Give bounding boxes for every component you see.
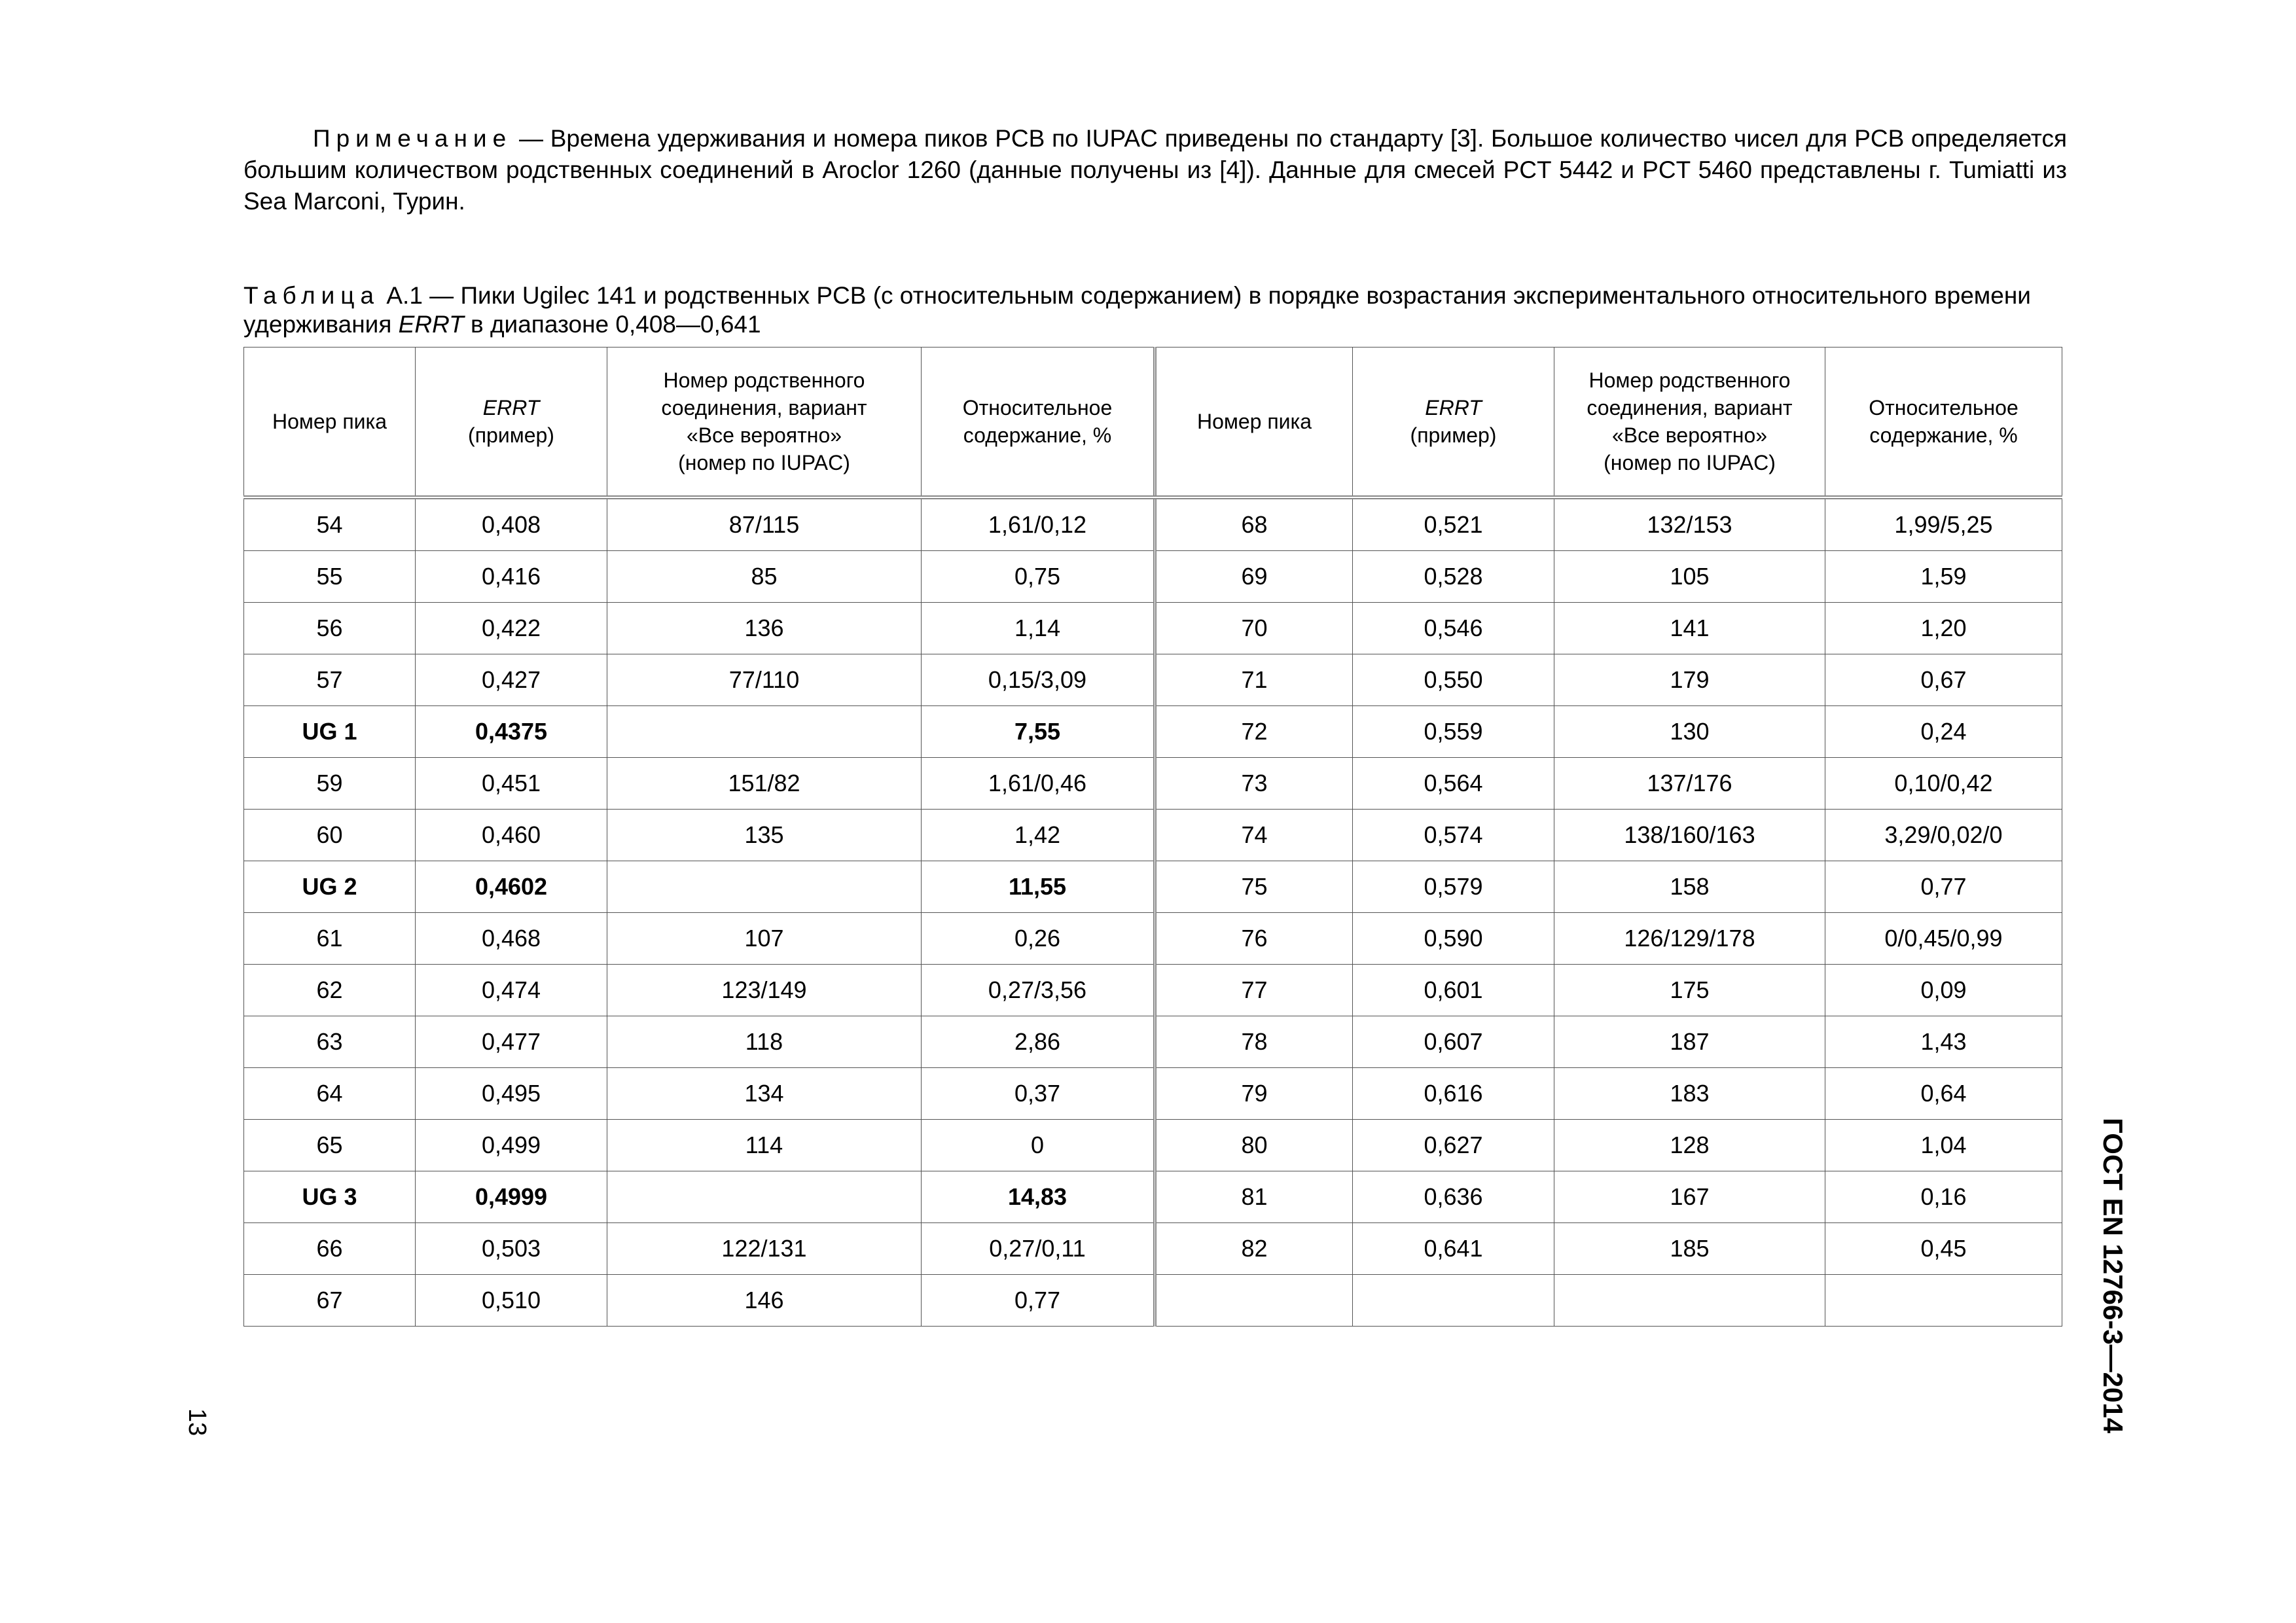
- header-compound-line: соединения, вариант: [661, 396, 867, 419]
- right-compound-cell: [1554, 1275, 1825, 1327]
- right-content-cell: 0,77: [1825, 861, 2062, 913]
- table-row: [244, 965, 2062, 1016]
- right-compound-cell: 185: [1554, 1223, 1825, 1275]
- left-compound-cell: 118: [607, 1016, 922, 1068]
- left-compound-cell: 114: [607, 1120, 922, 1171]
- header-errt-left: [416, 348, 607, 498]
- right-content-cell: 1,59: [1825, 551, 2062, 603]
- header-compound-line: «Все вероятно»: [1611, 423, 1768, 447]
- left-compound-cell: 123/149: [607, 965, 922, 1016]
- table-row: [244, 551, 2062, 603]
- right-peak-cell: 76: [1155, 913, 1353, 965]
- table-row: [244, 810, 2062, 861]
- header-compound-line: соединения, вариант: [1587, 396, 1793, 419]
- right-peak-cell: 68: [1155, 497, 1353, 551]
- left-errt-cell: 0,460: [416, 810, 607, 861]
- header-errt-sub: (пример): [468, 423, 554, 447]
- right-peak-cell: 79: [1155, 1068, 1353, 1120]
- right-errt-cell: 0,627: [1353, 1120, 1554, 1171]
- right-errt-cell: [1353, 1275, 1554, 1327]
- left-errt-cell: 0,477: [416, 1016, 607, 1068]
- left-errt-cell: 0,468: [416, 913, 607, 965]
- left-content-cell: 1,14: [922, 603, 1155, 654]
- right-compound-cell: 167: [1554, 1171, 1825, 1223]
- note-label: Примечание: [313, 125, 512, 152]
- right-errt-cell: 0,546: [1353, 603, 1554, 654]
- right-content-cell: 3,29/0,02/0: [1825, 810, 2062, 861]
- right-errt-cell: 0,607: [1353, 1016, 1554, 1068]
- left-content-cell: 0,26: [922, 913, 1155, 965]
- right-peak-cell: 70: [1155, 603, 1353, 654]
- left-content-cell: 0,27/0,11: [922, 1223, 1155, 1275]
- left-compound-cell: 122/131: [607, 1223, 922, 1275]
- left-errt-cell: 0,408: [416, 497, 607, 551]
- left-content-cell: 0,77: [922, 1275, 1155, 1327]
- left-content-cell: 0,15/3,09: [922, 654, 1155, 706]
- table-row: [244, 603, 2062, 654]
- right-content-cell: 0,10/0,42: [1825, 758, 2062, 810]
- left-compound-cell: 136: [607, 603, 922, 654]
- right-errt-cell: 0,550: [1353, 654, 1554, 706]
- right-peak-cell: 80: [1155, 1120, 1353, 1171]
- left-peak-cell: 63: [244, 1016, 416, 1068]
- left-errt-cell: 0,416: [416, 551, 607, 603]
- right-compound-cell: 130: [1554, 706, 1825, 758]
- left-content-cell: 0: [922, 1120, 1155, 1171]
- right-peak-cell: 78: [1155, 1016, 1353, 1068]
- table-header-row: [244, 348, 2062, 498]
- left-compound-cell: [607, 1171, 922, 1223]
- left-content-cell: 0,37: [922, 1068, 1155, 1120]
- left-peak-cell: 67: [244, 1275, 416, 1327]
- caption-text-before: А.1 — Пики Ugilec 141 и родственных PCB (с относительным содержанием) в порядке возрастания экспериментального относительного времени удерживания: [243, 282, 2031, 338]
- right-peak-cell: 75: [1155, 861, 1353, 913]
- right-compound-cell: 132/153: [1554, 497, 1825, 551]
- caption-text-after: в диапазоне 0,408—0,641: [463, 311, 761, 338]
- left-errt-cell: 0,4999: [416, 1171, 607, 1223]
- right-errt-cell: 0,574: [1353, 810, 1554, 861]
- caption-label: Таблица: [243, 282, 380, 309]
- table-row: [244, 758, 2062, 810]
- left-compound-cell: 134: [607, 1068, 922, 1120]
- header-compound-line: Номер родственного: [1588, 368, 1791, 392]
- right-peak-cell: 72: [1155, 706, 1353, 758]
- header-errt-right: [1353, 348, 1554, 498]
- left-compound-cell: 87/115: [607, 497, 922, 551]
- right-peak-cell: 74: [1155, 810, 1353, 861]
- table-row: [244, 913, 2062, 965]
- table-row: [244, 1171, 2062, 1223]
- left-compound-cell: 85: [607, 551, 922, 603]
- header-content-line: Относительное: [1869, 396, 2018, 419]
- left-content-cell: 1,42: [922, 810, 1155, 861]
- right-content-cell: 0,45: [1825, 1223, 2062, 1275]
- right-errt-cell: 0,590: [1353, 913, 1554, 965]
- left-content-cell: 14,83: [922, 1171, 1155, 1223]
- header-compound-line: (номер по IUPAC): [1604, 451, 1776, 474]
- right-errt-cell: 0,521: [1353, 497, 1554, 551]
- left-errt-cell: 0,495: [416, 1068, 607, 1120]
- table-row: [244, 654, 2062, 706]
- note-paragraph: [243, 123, 2067, 217]
- header-compound-left: [607, 348, 922, 498]
- left-content-cell: 7,55: [922, 706, 1155, 758]
- right-compound-cell: 138/160/163: [1554, 810, 1825, 861]
- left-peak-cell: UG 1: [244, 706, 416, 758]
- table-row: [244, 1068, 2062, 1120]
- right-compound-cell: 183: [1554, 1068, 1825, 1120]
- right-compound-cell: 137/176: [1554, 758, 1825, 810]
- left-peak-cell: 54: [244, 497, 416, 551]
- table-row: [244, 1016, 2062, 1068]
- table-row: [244, 706, 2062, 758]
- table-row: [244, 1120, 2062, 1171]
- left-content-cell: 1,61/0,46: [922, 758, 1155, 810]
- table-body: [244, 497, 2062, 1327]
- left-content-cell: 0,27/3,56: [922, 965, 1155, 1016]
- right-content-cell: 1,20: [1825, 603, 2062, 654]
- right-content-cell: [1825, 1275, 2062, 1327]
- peaks-table: [243, 347, 2062, 1327]
- table-row: [244, 1275, 2062, 1327]
- left-peak-cell: UG 3: [244, 1171, 416, 1223]
- header-content-line: содержание, %: [1869, 423, 2018, 447]
- left-compound-cell: [607, 706, 922, 758]
- left-compound-cell: 146: [607, 1275, 922, 1327]
- left-content-cell: 1,61/0,12: [922, 497, 1155, 551]
- left-peak-cell: UG 2: [244, 861, 416, 913]
- left-content-cell: 11,55: [922, 861, 1155, 913]
- left-content-cell: 0,75: [922, 551, 1155, 603]
- left-errt-cell: 0,422: [416, 603, 607, 654]
- right-peak-cell: 73: [1155, 758, 1353, 810]
- table-row: [244, 861, 2062, 913]
- left-errt-cell: 0,503: [416, 1223, 607, 1275]
- right-compound-cell: 128: [1554, 1120, 1825, 1171]
- right-errt-cell: 0,636: [1353, 1171, 1554, 1223]
- right-errt-cell: 0,528: [1353, 551, 1554, 603]
- left-peak-cell: 65: [244, 1120, 416, 1171]
- table-caption: [243, 281, 2067, 339]
- right-content-cell: 1,99/5,25: [1825, 497, 2062, 551]
- right-content-cell: 0,16: [1825, 1171, 2062, 1223]
- header-errt-sub: (пример): [1410, 423, 1497, 447]
- left-errt-cell: 0,4375: [416, 706, 607, 758]
- left-peak-cell: 61: [244, 913, 416, 965]
- right-errt-cell: 0,564: [1353, 758, 1554, 810]
- right-compound-cell: 141: [1554, 603, 1825, 654]
- header-compound-line: (номер по IUPAC): [678, 451, 850, 474]
- left-compound-cell: 107: [607, 913, 922, 965]
- right-errt-cell: 0,579: [1353, 861, 1554, 913]
- left-compound-cell: 151/82: [607, 758, 922, 810]
- left-peak-cell: 59: [244, 758, 416, 810]
- right-content-cell: 0,64: [1825, 1068, 2062, 1120]
- header-errt-label: ERRT: [1425, 396, 1482, 419]
- left-compound-cell: [607, 861, 922, 913]
- header-compound-line: Номер родственного: [663, 368, 865, 392]
- right-compound-cell: 187: [1554, 1016, 1825, 1068]
- left-peak-cell: 64: [244, 1068, 416, 1120]
- right-peak-cell: 77: [1155, 965, 1353, 1016]
- right-errt-cell: 0,601: [1353, 965, 1554, 1016]
- header-content-line: Относительное: [962, 396, 1113, 419]
- left-errt-cell: 0,451: [416, 758, 607, 810]
- right-content-cell: 1,43: [1825, 1016, 2062, 1068]
- right-peak-cell: 82: [1155, 1223, 1353, 1275]
- right-errt-cell: 0,641: [1353, 1223, 1554, 1275]
- right-errt-cell: 0,616: [1353, 1068, 1554, 1120]
- right-content-cell: 1,04: [1825, 1120, 2062, 1171]
- right-content-cell: 0,24: [1825, 706, 2062, 758]
- header-content-right: [1825, 348, 2062, 498]
- left-content-cell: 2,86: [922, 1016, 1155, 1068]
- header-errt-label: ERRT: [482, 396, 540, 419]
- page-number: 13: [183, 1408, 211, 1436]
- right-content-cell: 0,67: [1825, 654, 2062, 706]
- right-compound-cell: 175: [1554, 965, 1825, 1016]
- left-compound-cell: 135: [607, 810, 922, 861]
- left-errt-cell: 0,474: [416, 965, 607, 1016]
- right-peak-cell: 71: [1155, 654, 1353, 706]
- right-compound-cell: 105: [1554, 551, 1825, 603]
- header-content-left: [922, 348, 1155, 498]
- header-peak-right: Номер пика: [1155, 348, 1353, 498]
- left-peak-cell: 60: [244, 810, 416, 861]
- left-peak-cell: 66: [244, 1223, 416, 1275]
- header-compound-line: «Все вероятно»: [686, 423, 842, 447]
- left-errt-cell: 0,510: [416, 1275, 607, 1327]
- right-content-cell: 0/0,45/0,99: [1825, 913, 2062, 965]
- left-errt-cell: 0,427: [416, 654, 607, 706]
- header-compound-right: [1554, 348, 1825, 498]
- table-row: [244, 1223, 2062, 1275]
- right-peak-cell: 69: [1155, 551, 1353, 603]
- document-side-title: ГОСТ EN 12766-3—2014: [2098, 1118, 2128, 1434]
- right-peak-cell: 81: [1155, 1171, 1353, 1223]
- right-peak-cell: [1155, 1275, 1353, 1327]
- table-row: [244, 497, 2062, 551]
- left-peak-cell: 57: [244, 654, 416, 706]
- right-compound-cell: 126/129/178: [1554, 913, 1825, 965]
- right-errt-cell: 0,559: [1353, 706, 1554, 758]
- right-compound-cell: 158: [1554, 861, 1825, 913]
- caption-italic: ERRT: [398, 311, 464, 338]
- note-text: — Времена удерживания и номера пиков PCB по IUPAC приведены по стандарту [3]. Большое количество чисел для PCB определяется большим количеством родственных соединений в Aroclor 1260 (данные получены из [4]). Данные для смесей PCT 5442 и PCT 5460 представлены г. Tumiatti из Sea Marconi, Турин.: [243, 125, 2067, 215]
- header-peak-left: Номер пика: [244, 348, 416, 498]
- right-content-cell: 0,09: [1825, 965, 2062, 1016]
- header-content-line: содержание, %: [963, 423, 1112, 447]
- left-errt-cell: 0,499: [416, 1120, 607, 1171]
- left-peak-cell: 62: [244, 965, 416, 1016]
- left-peak-cell: 55: [244, 551, 416, 603]
- right-compound-cell: 179: [1554, 654, 1825, 706]
- left-errt-cell: 0,4602: [416, 861, 607, 913]
- left-compound-cell: 77/110: [607, 654, 922, 706]
- left-peak-cell: 56: [244, 603, 416, 654]
